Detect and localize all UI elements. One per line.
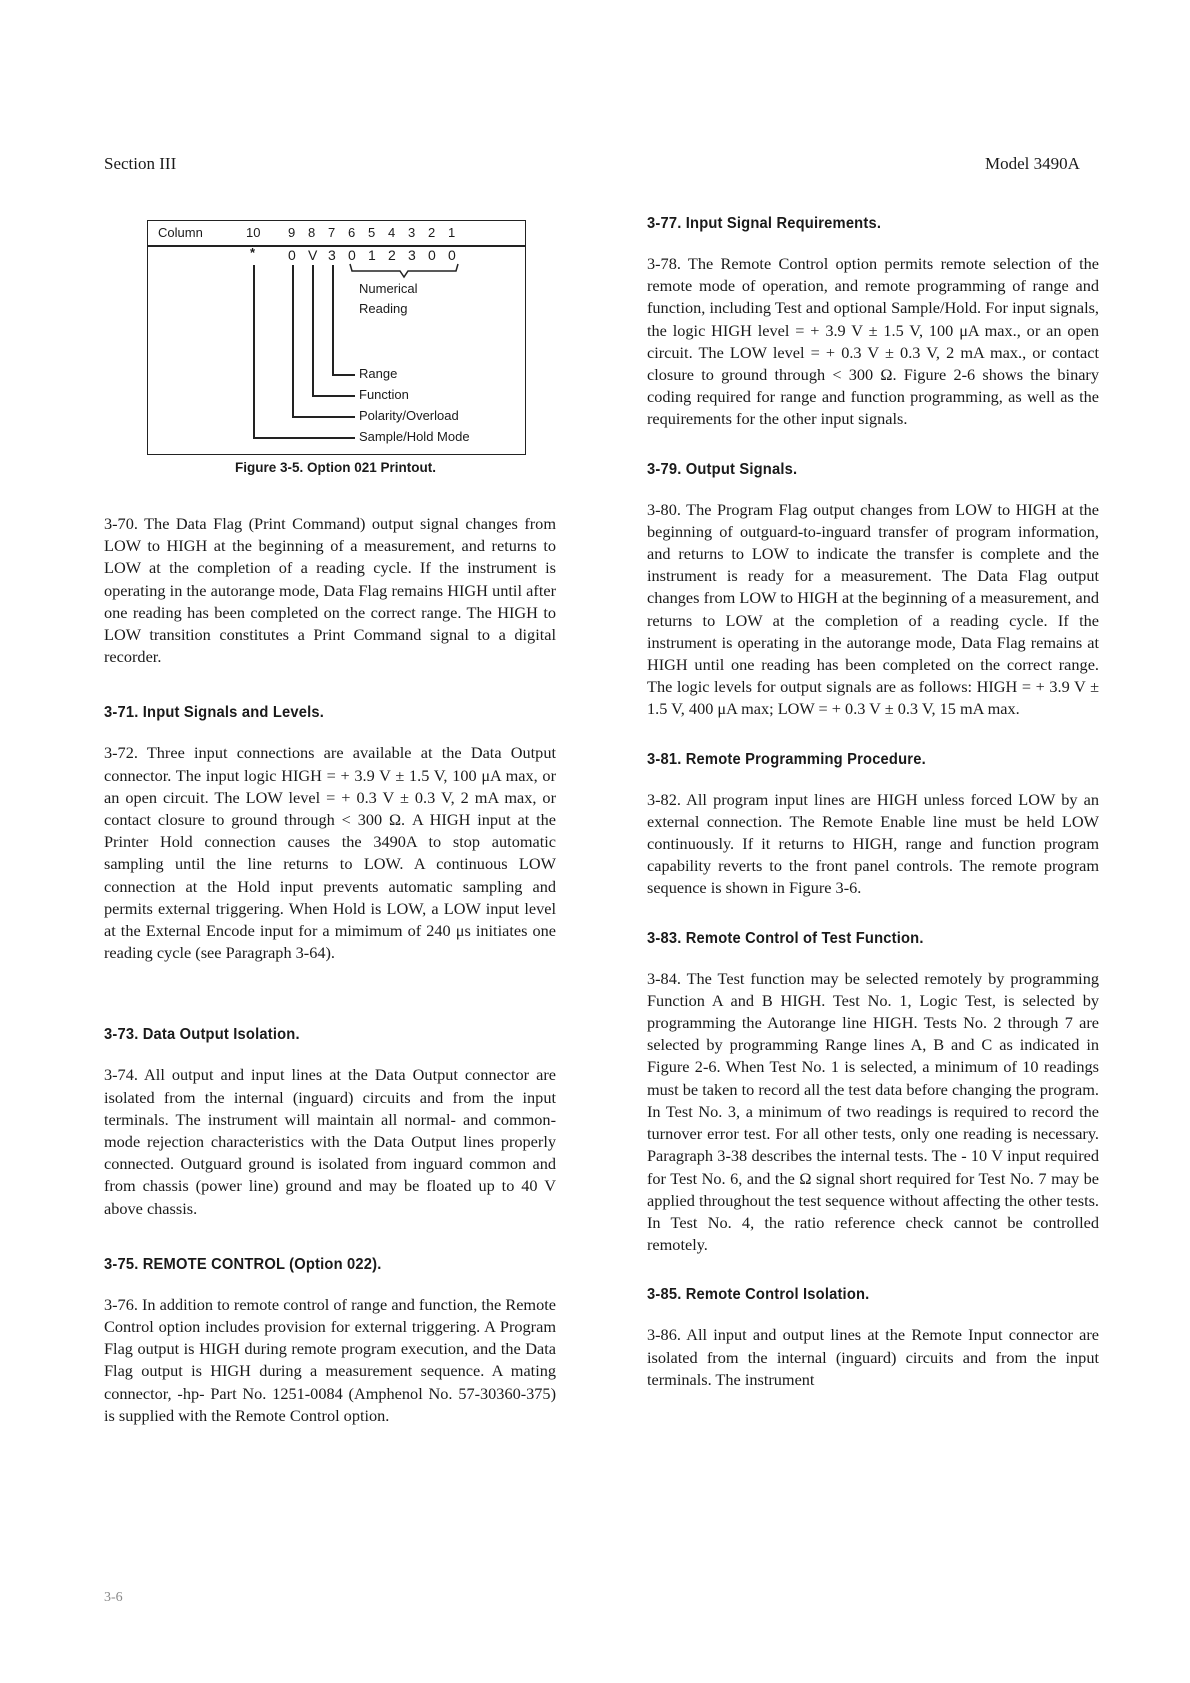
paragraph: 3-76. In addition to remote control of range and function, the Remote Control option includes provision for external triggering. A Program Flag output is HIGH during remote program execution, and the Data Flag output is HIGH during a measurement sequence. A mating connector, -hp- Part No. 1251-0084 (Amphenol No. 57-30360-375) is supplied with the Remote Control option. — [104, 1294, 556, 1425]
sample-leader — [253, 265, 255, 438]
section-heading: 3-85. Remote Control Isolation. — [647, 1286, 870, 1304]
page-number: 3-6 — [104, 1590, 123, 1605]
range-leader — [332, 265, 334, 375]
paragraph: 3-82. All program input lines are HIGH unless forced LOW by an external connection. The Remote Enable line must be held LOW continuously. If it returns to HIGH, range and function program capability reverts to the front panel controls. The remote program sequence is shown in Figure 3-6. — [647, 789, 1099, 898]
column-number: 5 — [368, 225, 376, 240]
function-leader — [312, 395, 355, 397]
polarity-leader — [292, 416, 355, 418]
printout-digit: 0 — [348, 247, 356, 263]
column-number: 3 — [408, 225, 416, 240]
right-column — [647, 215, 1099, 1391]
printout-figure — [147, 220, 526, 455]
column-number: 7 — [328, 225, 336, 240]
printout-digit: 1 — [368, 247, 376, 263]
printout-digit: 3 — [328, 247, 336, 263]
section-heading: 3-83. Remote Control of Test Function. — [647, 929, 924, 947]
paragraph: 3-70. The Data Flag (Print Command) output signal changes from LOW to HIGH at the beginning of a measurement, and returns to LOW at the completion of a reading cycle. If the instrument is operating in the autorange mode, Data Flag remains HIGH until after one reading has been completed on the correct range. The HIGH to LOW transition constitutes a Print Command signal to a digital recorder. — [104, 514, 556, 667]
paragraph: 3-78. The Remote Control option permits remote selection of the remote mode of operation, and remote programming of range and function, including Test and optional Sample/Hold. For input signals, the logic HIGH level = + 3.9 V ± 1.5 V, 100 μA max., or an open circuit. The LOW level = + 0.3 V ± 0.3 V, 2 mA max., or contact closure to ground through < 300 Ω. Figure 2-6 shows the binary coding required for range and function programming, as well as the requirements for the other input signals. — [647, 254, 1099, 429]
function-label: Function — [359, 387, 409, 402]
section-heading: 3-75. REMOTE CONTROL (Option 022). — [104, 1255, 382, 1273]
section-heading: 3-77. Input Signal Requirements. — [647, 215, 882, 232]
column-number: 9 — [288, 225, 296, 240]
column-divider — [148, 245, 525, 247]
printout-digit: 0 — [448, 247, 456, 263]
printout-digit: 0 — [288, 247, 296, 263]
column-label: Column — [158, 225, 203, 240]
printout-digit: 0 — [428, 247, 436, 263]
model-header: Model 3490A — [985, 154, 1080, 173]
printout-digit: 2 — [388, 247, 396, 263]
left-column — [104, 513, 556, 1427]
section-heading: 3-73. Data Output Isolation. — [104, 1026, 300, 1044]
brace-icon — [348, 263, 460, 279]
column-number: 8 — [308, 225, 316, 240]
column-number: 10 — [246, 225, 261, 240]
section-heading: 3-71. Input Signals and Levels. — [104, 704, 325, 722]
paragraph: 3-74. All output and input lines at the Data Output connector are isolated from the internal (inguard) circuits and from the input terminals. The instrument will maintain all normal- and common-mode rejection characteristics with the Data Output lines properly connected. Outguard ground is isolated from inguard common and from chassis (power line) ground and may be floated up to 40 V above chassis. — [104, 1065, 556, 1218]
figure-caption: Figure 3-5. Option 021 Printout. — [234, 460, 437, 475]
range-label: Range — [359, 366, 398, 381]
reading-label: Reading — [359, 301, 408, 316]
polarity-label: Polarity/Overload — [359, 408, 459, 423]
column-number: 4 — [388, 225, 396, 240]
polarity-leader — [292, 265, 294, 417]
section-header: Section III — [104, 154, 177, 173]
column-number: 6 — [348, 225, 356, 240]
paragraph: 3-72. Three input connections are available at the Data Output connector. The input logic HIGH = + 3.9 V ± 1.5 V, 100 μA max, or an open circuit. The LOW level = + 0.3 V ± 0.3 V, 2 mA max, or contact closure to ground through < 300 Ω. A HIGH input at the Printer Hold connection causes the 3490A to stop automatic sampling until the line returns to LOW. A continuous LOW connection at the Hold input prevents automatic sampling and permits external triggering. When Hold is LOW, a LOW input level at the External Encode input for a mimimum of 240 μs initiates one reading cycle (see Paragraph 3-64). — [104, 743, 556, 963]
section-heading: 3-79. Output Signals. — [647, 460, 798, 478]
function-leader — [312, 265, 314, 396]
printout-digit: V — [308, 247, 318, 263]
section-heading: 3-81. Remote Programming Procedure. — [647, 750, 926, 768]
range-leader — [332, 374, 355, 376]
column-number: 2 — [428, 225, 436, 240]
printout-digit: 3 — [408, 247, 416, 263]
numerical-label: Numerical — [359, 281, 418, 296]
paragraph: 3-86. All input and output lines at the Remote Input connector are isolated from the internal (inguard) circuits and from the input terminals. The instrument — [647, 1325, 1099, 1389]
paragraph: 3-80. The Program Flag output changes from LOW to HIGH at the beginning of outguard-to-inguard transfer of program information, and returns to LOW to indicate the transfer is complete and the instrument is ready for a measurement. The Data Flag output changes from LOW to HIGH at the beginning of a measurement, and returns to LOW at the completion of a reading cycle. If the instrument is operating in the autorange mode, Data Flag remains at HIGH until one reading has been completed on the correct range. The logic levels for output signals are as follows: HIGH = + 3.9 V ± 1.5 V, 400 μA max; LOW = + 0.3 V ± 0.3 V, 15 mA max. — [647, 499, 1099, 719]
sample-hold-label: Sample/Hold Mode — [359, 429, 470, 444]
paragraph: 3-84. The Test function may be selected remotely by programming Function A and B HIGH. Test No. 1, Logic Test, is selected by programming the Autorange line HIGH. Tests No. 2 through 7 are selected by programming Range lines A, B and C as indicated in Figure 2-6. When Test No. 1 is selected, a minimum of 10 readings must be taken to record all the test data before changing the program. In Test No. 3, a minimum of two readings is required to record the turnover error test. For all other tests, only one reading is necessary. Paragraph 3-38 describes the internal tests. The - 10 V input required for Test No. 6, and the Ω signal short required for Test No. 7 may be applied throughout the test sequence without affecting the other tests. In Test No. 4, the ratio reference check cannot be controlled remotely. — [647, 968, 1099, 1255]
sample-leader — [253, 437, 355, 439]
printout-digit: * — [250, 245, 256, 260]
column-number: 1 — [448, 225, 456, 240]
